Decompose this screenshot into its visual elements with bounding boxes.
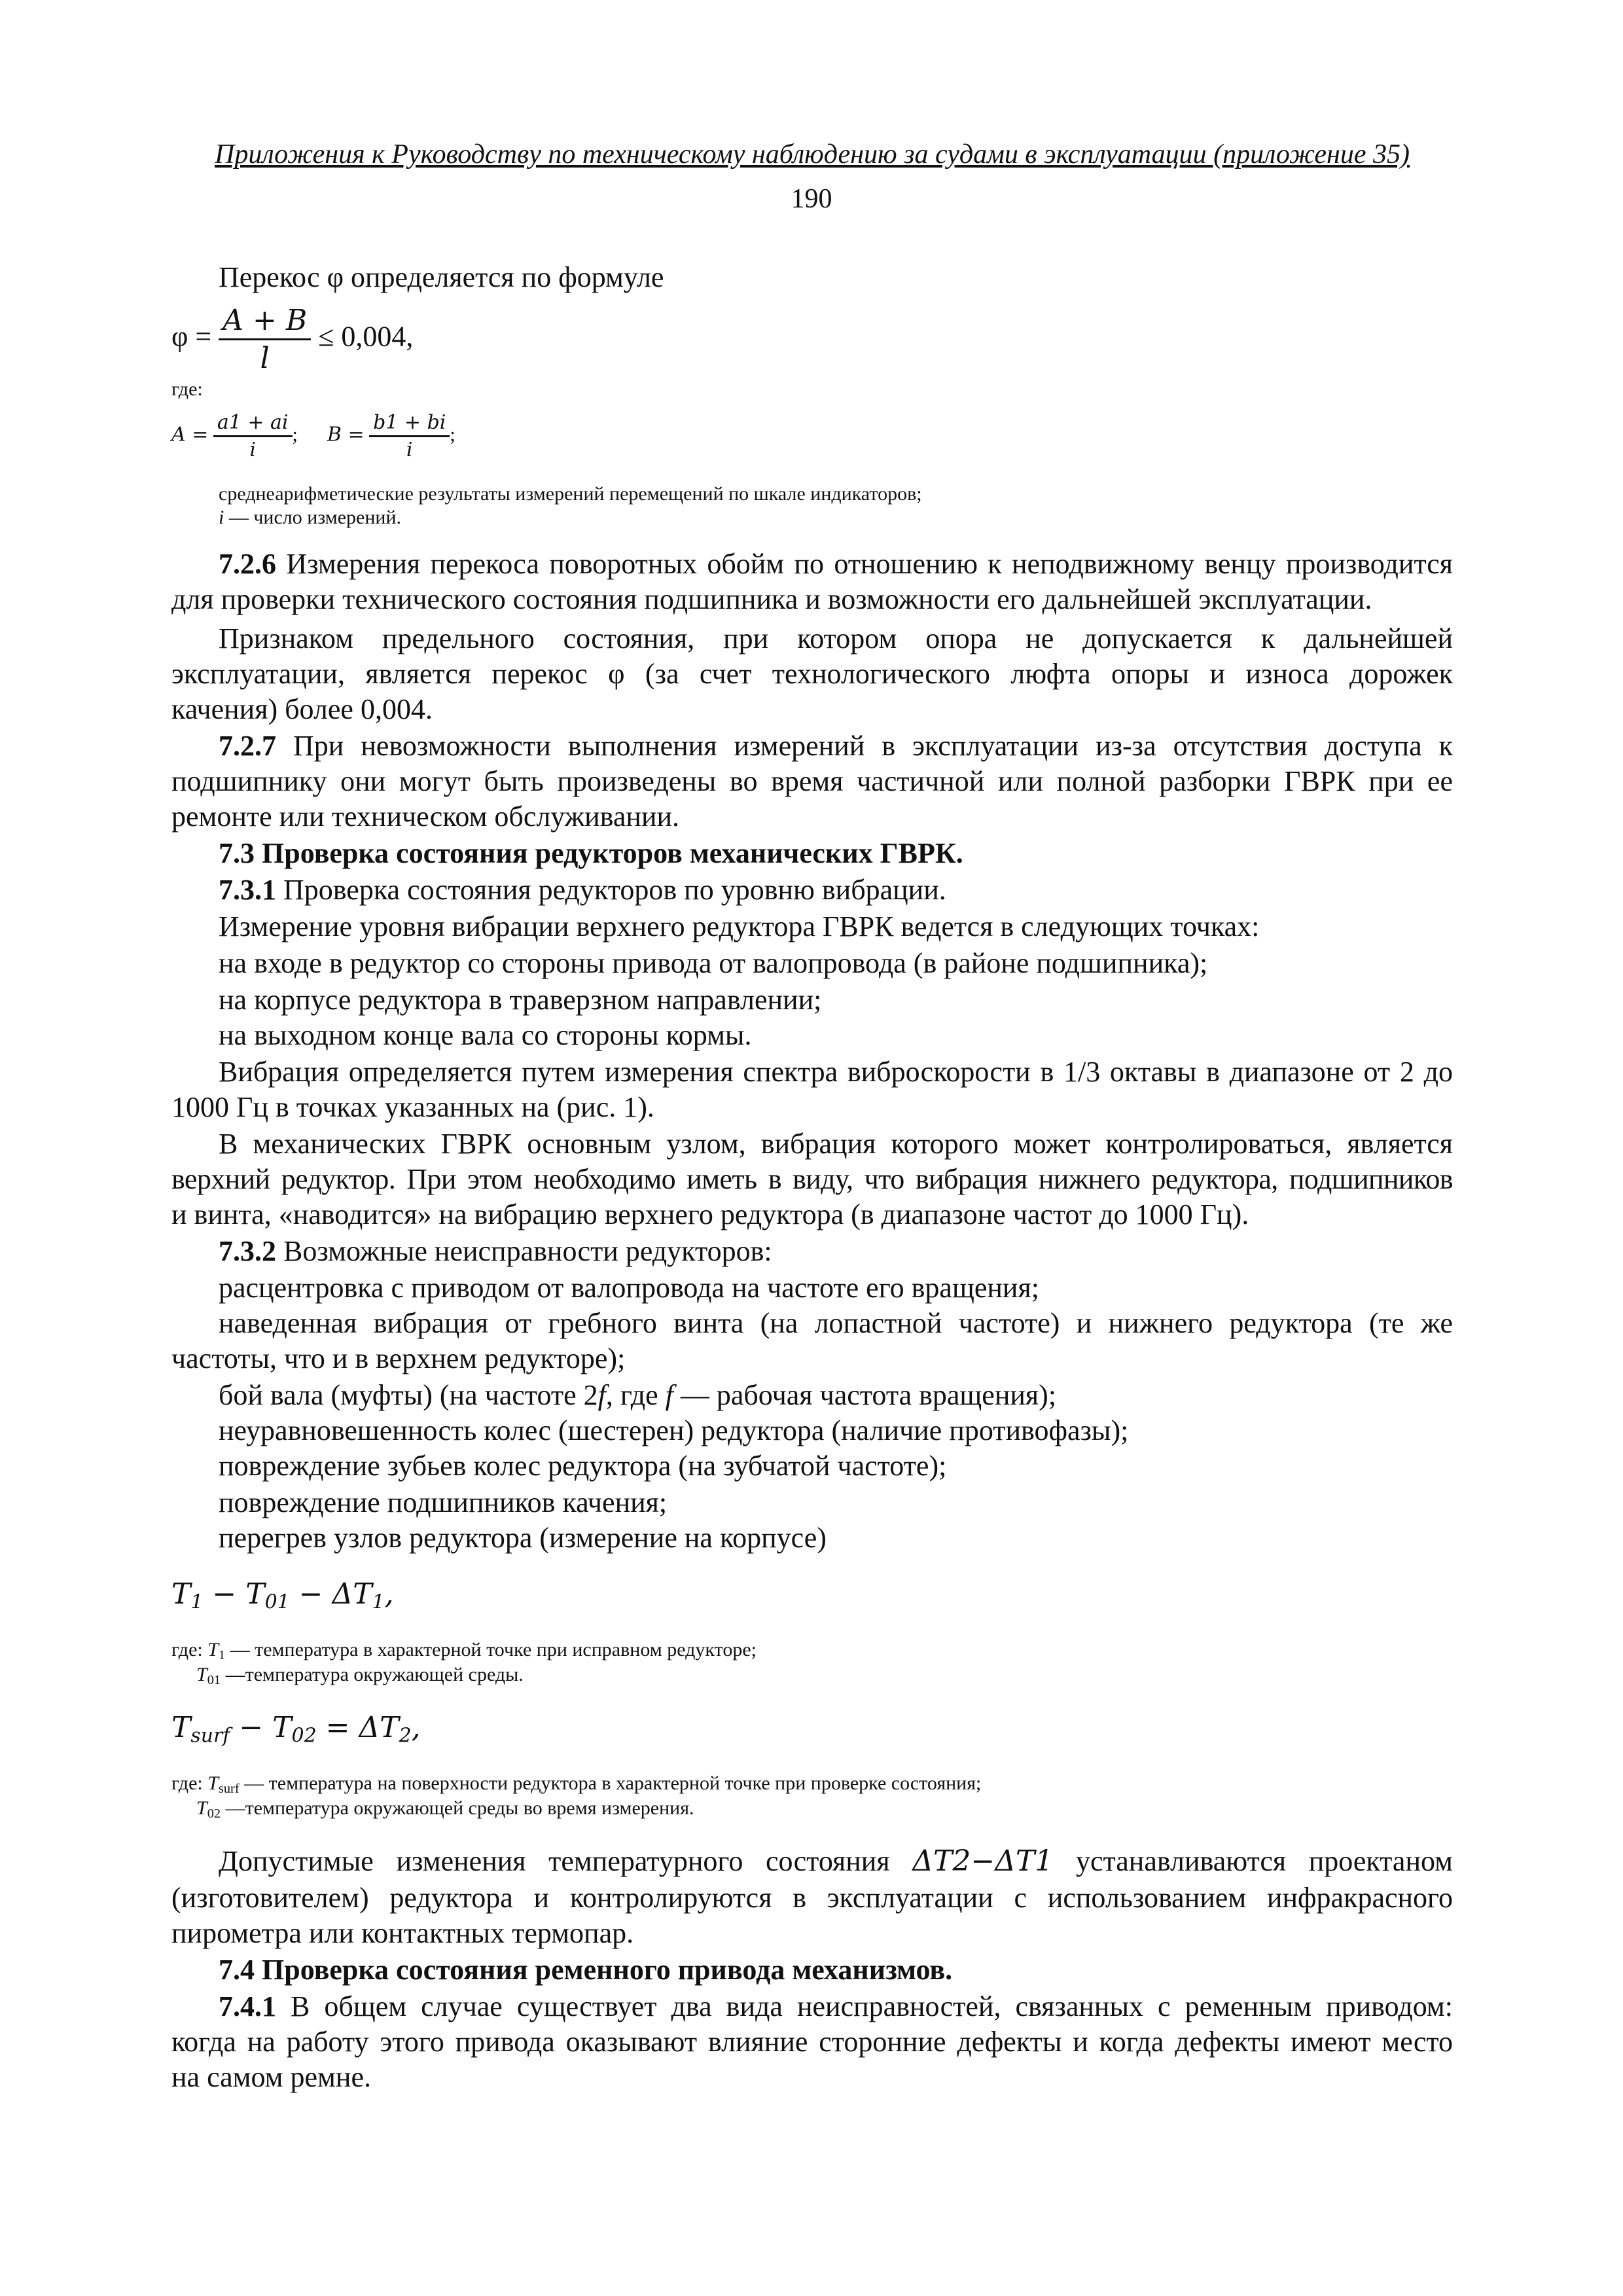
point-3: на выходном конце вала со стороны кормы. (219, 1019, 752, 1051)
a-denominator: i (249, 439, 256, 461)
phi-rhs: ≤ 0,004, (318, 320, 414, 353)
where-label-1: где: (171, 378, 203, 400)
para-741-line3: на самом ремне. (171, 2061, 371, 2093)
para-741-line1: 7.4.1 В общем случае существует два вида неисправностей, связанных с ременным приводом: (219, 1990, 1453, 2022)
running-header: Приложения к Руководству по техническому наблюдению за судами в эксплуатации (приложение 35) (215, 139, 1410, 170)
para-mech-line1: В механических ГВРК основным узлом, вибрация которого может контролироваться, является (219, 1128, 1453, 1160)
para-mech-line3: и винта, «наводится» на вибрацию верхнего редуктора (в диапазоне частот до 1000 Гц). (171, 1198, 1249, 1230)
fault-2-line2: частоты, что и в верхнем редукторе); (171, 1342, 626, 1374)
para-727-line3: ремонте или техническом обслуживании. (171, 800, 680, 833)
point-2: на корпусе редуктора в траверзном направлении; (219, 984, 822, 1016)
para-mech-line2: верхний редуктор. При этом необходимо иметь в виду, что вибрация нижнего редуктора, подшипников (171, 1163, 1453, 1195)
heading-74: 7.4 Проверка состояния ременного привода механизмов. (219, 1954, 953, 1986)
formula-t1-where-2: $T_{01}$ —температура окружающей среды. (196, 1664, 524, 1688)
fault-4: неуравновешенность колес (шестерен) редуктора (наличие противофазы); (219, 1414, 1129, 1446)
b-numerator: b1 + bi (369, 411, 450, 437)
b-end: ; (450, 423, 455, 446)
formula-phi (171, 304, 413, 375)
formula-note-2: i — число измерений. (219, 507, 402, 528)
a-numerator: a1 + ai (213, 411, 293, 437)
formula-intro: Перекос φ определяется по формуле (219, 261, 664, 293)
fault-1: расцентровка с приводом от валопровода на частоте его вращения; (219, 1272, 1039, 1304)
b-denominator: i (406, 439, 413, 461)
para-temp-line2: (изготовителем) редуктора и контролируются в эксплуатации с использованием инфракрасного (171, 1882, 1453, 1914)
b-lhs: B = (327, 423, 365, 446)
a-sep: ; (292, 423, 298, 446)
a-lhs: A = (171, 423, 209, 446)
para-measure: Измерение уровня вибрации верхнего редуктора ГВРК ведется в следующих точках: (219, 910, 1260, 942)
b-fraction (369, 411, 450, 461)
phi-fraction (219, 304, 311, 375)
formula-note-1: среднеарифметические результаты измерений перемещений по шкале индикаторов; (219, 483, 922, 505)
point-1: на входе в редуктор со стороны привода от валопровода (в районе подшипника); (219, 947, 1208, 979)
formula-tsurf-where-2: $T_{02}$ —температура окружающей среды во время измерения. (196, 1797, 694, 1821)
para-limit-line2: эксплуатации, является перекос φ (за счет технологического люфта опоры и износа дорожек (171, 658, 1453, 690)
formula-tsurf: $T_{surf} - T_{02} = \Delta T_2$, (171, 1711, 421, 1748)
para-726-line2: для проверки технического состояния подшипника и возможности его дальнейшей эксплуатации. (171, 583, 1372, 615)
para-temp-line1: Допустимые изменения температурного состояния ΔT2−ΔT1 устанавливаются проектаном (219, 1844, 1453, 1878)
phi-lhs: φ = (171, 320, 212, 353)
fault-2-line1: наведенная вибрация от гребного винта (на лопастной частоте) и нижнего редуктора (те же (219, 1307, 1453, 1339)
para-731: 7.3.1 Проверка состояния редукторов по уровню вибрации. (219, 874, 946, 906)
para-727-line1: 7.2.7 При невозможности выполнения измерений в эксплуатации из-за отсутствия доступа к (219, 730, 1453, 762)
formula-t1: $T_1 - T_{01} - \Delta T_1$, (171, 1577, 394, 1614)
heading-73: 7.3 Проверка состояния редукторов механических ГВРК. (219, 837, 963, 869)
para-726-line1: 7.2.6 Измерения перекоса поворотных обойм по отношению к неподвижному венцу производится (219, 548, 1453, 580)
para-vib-line2: 1000 Гц в точках указанных на (рис. 1). (171, 1091, 654, 1123)
para-741-line2: когда на работу этого привода оказывают влияние сторонние дефекты и когда дефекты имеют место (171, 2026, 1453, 2058)
para-727-line2: подшипнику они могут быть произведены во время частичной или полной разборки ГВРК при ее (171, 765, 1453, 797)
page-number: 190 (791, 184, 832, 214)
a-fraction (213, 411, 293, 461)
para-temp-line3: пирометра или контактных термопар. (171, 1917, 634, 1949)
fault-6: повреждение подшипников качения; (219, 1486, 668, 1518)
fault-5: повреждение зубьев колес редуктора (на зубчатой частоте); (219, 1450, 947, 1482)
para-limit-line3: качения) более 0,004. (171, 693, 433, 725)
phi-denominator: l (260, 342, 270, 375)
fault-3: бой вала (муфты) (на частоте 2f, где f — рабочая частота вращения); (219, 1379, 1057, 1411)
fault-7: перегрев узлов редуктора (измерение на корпусе) (219, 1522, 827, 1554)
phi-numerator: A + B (219, 304, 311, 340)
para-732: 7.3.2 Возможные неисправности редукторов: (219, 1235, 772, 1267)
formula-ab (171, 411, 455, 461)
formula-t1-where-1: где: $T_1$ — температура в характерной точке при исправном редукторе; (171, 1639, 757, 1663)
formula-tsurf-where-1: где: $T_{surf}$ — температура на поверхности редуктора в характерной точке при проверке состояния; (171, 1772, 982, 1797)
para-vib-line1: Вибрация определяется путем измерения спектра виброскорости в 1/3 октавы в диапазоне от 2 до (219, 1056, 1453, 1088)
para-limit-line1: Признаком предельного состояния, при котором опора не допускается к дальнейшей (219, 622, 1453, 655)
